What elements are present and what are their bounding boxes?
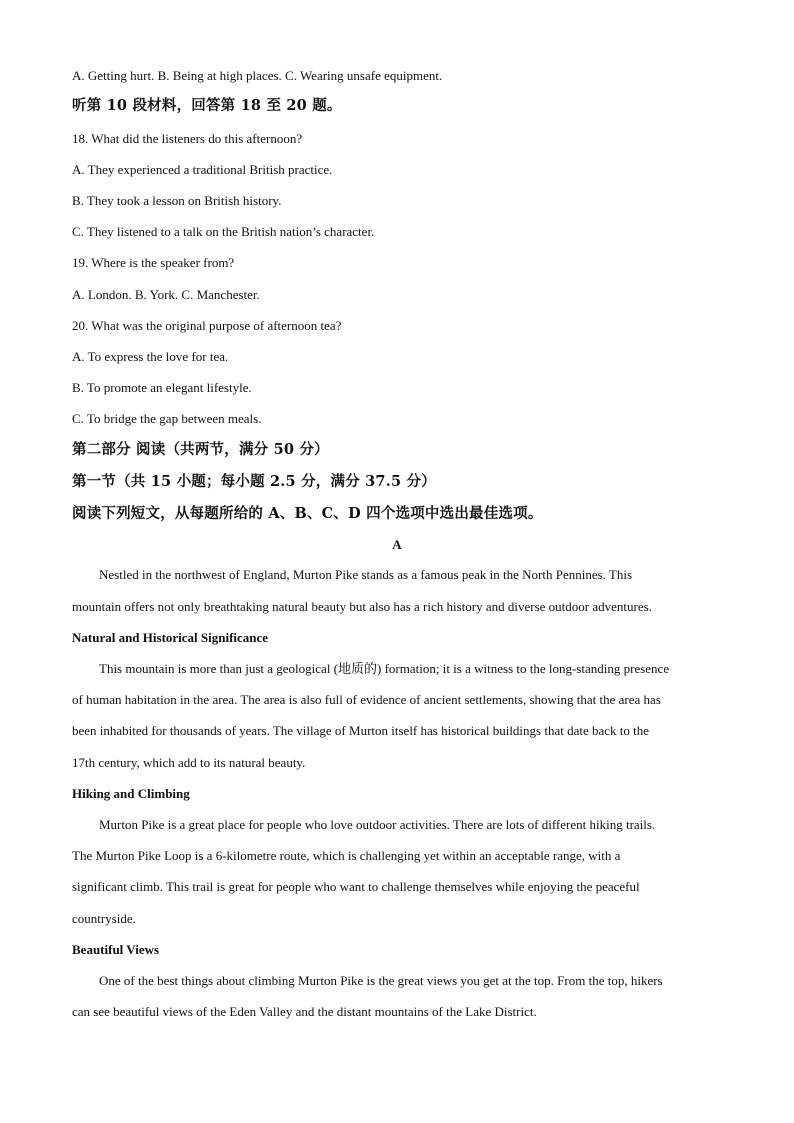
- reading-instruction: 阅读下列短文，从每题所给的 A、B、C、D 四个选项中选出最佳选项。: [72, 505, 543, 522]
- subheading-beautiful-views: Beautiful Views: [72, 942, 160, 957]
- paragraph-4-line-1: One of the best things about climbing Murton Pike is the great views you get at the top. From the top, hikers: [99, 973, 663, 988]
- paragraph-3-line-4: countryside.: [72, 911, 136, 926]
- option-18-a: A. They experienced a traditional British practice.: [72, 162, 333, 177]
- subheading-hiking-climbing: Hiking and Climbing: [72, 786, 190, 801]
- listening-instruction-10: 听第 10 段材料，回答第 18 至 20 题。: [72, 97, 342, 114]
- paragraph-2-line-3: been inhabited for thousands of years. The village of Murton itself has historical buildings that date back to the: [72, 723, 650, 738]
- options-19: A. London. B. York. C. Manchester.: [72, 287, 260, 302]
- paragraph-3-line-1: Murton Pike is a great place for people who love outdoor activities. There are lots of different hiking trails.: [99, 817, 656, 832]
- paragraph-1-line-2: mountain offers not only breathtaking natural beauty but also has a rich history and diverse outdoor adventures.: [72, 599, 652, 614]
- paragraph-3-line-2: The Murton Pike Loop is a 6-kilometre route, which is challenging yet within an acceptable range, with a: [72, 848, 621, 863]
- option-18-c: C. They listened to a talk on the British nation’s character.: [72, 224, 375, 239]
- option-20-c: C. To bridge the gap between meals.: [72, 411, 262, 426]
- option-18-b: B. They took a lesson on British history.: [72, 193, 282, 208]
- paragraph-3-line-3: significant climb. This trail is great for people who want to challenge themselves while enjoying the peaceful: [72, 879, 640, 894]
- part-two-heading: 第二部分 阅读（共两节，满分 50 分）: [72, 441, 329, 458]
- section-one-heading: 第一节（共 15 小题；每小题 2.5 分，满分 37.5 分）: [72, 473, 436, 490]
- passage-label: A: [392, 537, 402, 552]
- paragraph-1-line-1: Nestled in the northwest of England, Murton Pike stands as a famous peak in the North Pennines. This: [99, 567, 633, 582]
- paragraph-2-line-1: This mountain is more than just a geological (地质的) formation; it is a witness to the long-standing presence: [99, 661, 670, 676]
- paragraph-2-line-2: of human habitation in the area. The area is also full of evidence of ancient settlements, showing that the area has: [72, 692, 661, 707]
- question-19: 19. Where is the speaker from?: [72, 255, 235, 270]
- paragraph-2-line-4: 17th century, which add to its natural beauty.: [72, 755, 306, 770]
- question-18: 18. What did the listeners do this afternoon?: [72, 131, 303, 146]
- option-20-b: B. To promote an elegant lifestyle.: [72, 380, 252, 395]
- paragraph-4-line-2: can see beautiful views of the Eden Valley and the distant mountains of the Lake District.: [72, 1004, 537, 1019]
- subheading-natural-historical: Natural and Historical Significance: [72, 630, 269, 645]
- option-20-a: A. To express the love for tea.: [72, 349, 229, 364]
- question-20: 20. What was the original purpose of afternoon tea?: [72, 318, 342, 333]
- answer-options-17: A. Getting hurt. B. Being at high places. C. Wearing unsafe equipment.: [72, 68, 443, 83]
